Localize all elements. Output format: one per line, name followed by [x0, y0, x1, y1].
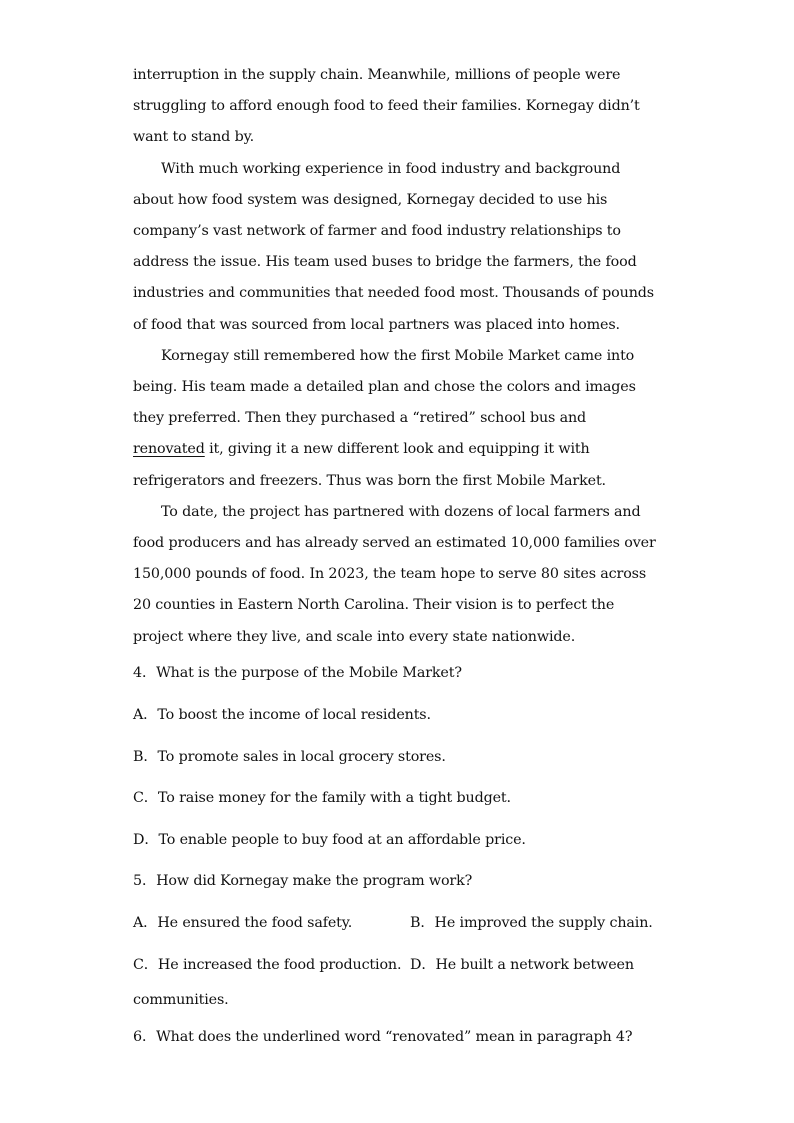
reading-passage: [133, 60, 661, 653]
question-4-option-d: D．To enable people to buy food at an affordable price.: [133, 832, 526, 848]
question-4-option-a: A．To boost the income of local residents.: [133, 707, 431, 723]
question-4-stem: 4．What is the purpose of the Mobile Market?: [133, 665, 462, 681]
question-5-option-a: A．He ensured the food safety.: [133, 915, 353, 931]
paragraph-3-text-after: it, giving it a new different look and equipping it with refrigerators and freezers. Thus was born the first Mobile Market.: [133, 441, 606, 489]
underlined-word-renovated: renovated: [133, 441, 205, 458]
paragraph-3: [133, 341, 661, 497]
paragraph-4: To date, the project has partnered with dozens of local farmers and food producers and has already served an estimated 10,000 families over 150,000 pounds of food. In 2023, the team hope to serve 80 sites across 20 counties in Eastern North Carolina. Their vision is to perfect the project where they live, and scale into every state nationwide.: [133, 503, 656, 645]
question-4-option-b: B．To promote sales in local grocery stores.: [133, 749, 446, 765]
question-6-stem: 6．What does the underlined word “renovated” mean in paragraph 4?: [133, 1029, 633, 1045]
paragraph-3-text-before: Kornegay still remembered how the first Mobile Market came into being. His team made a detailed plan and chose the colors and images they preferred. Then they purchased a “retired” school bus and: [133, 347, 636, 427]
question-4-option-c: C．To raise money for the family with a tight budget.: [133, 790, 511, 806]
question-5-option-c: C．He increased the food production.: [133, 957, 402, 973]
question-5-stem: 5．How did Kornegay make the program work?: [133, 873, 473, 889]
question-5-option-d: D．He built a network between: [410, 957, 634, 973]
paragraph-1: interruption in the supply chain. Meanwhile, millions of people were struggling to afford enough food to feed their families. Kornegay didn’t want to stand by.: [133, 67, 640, 146]
paragraph-2: With much working experience in food industry and background about how food system was designed, Kornegay decided to use his company’s vast network of farmer and food industry relationships to address the issue. His team used buses to bridge the farmers, the food industries and communities that needed food most. Thousands of pounds of food that was sourced from local partners was placed into homes.: [133, 160, 654, 333]
question-5-option-d-continued: communities.: [133, 992, 229, 1008]
question-5-option-b: B．He improved the supply chain.: [410, 915, 653, 931]
